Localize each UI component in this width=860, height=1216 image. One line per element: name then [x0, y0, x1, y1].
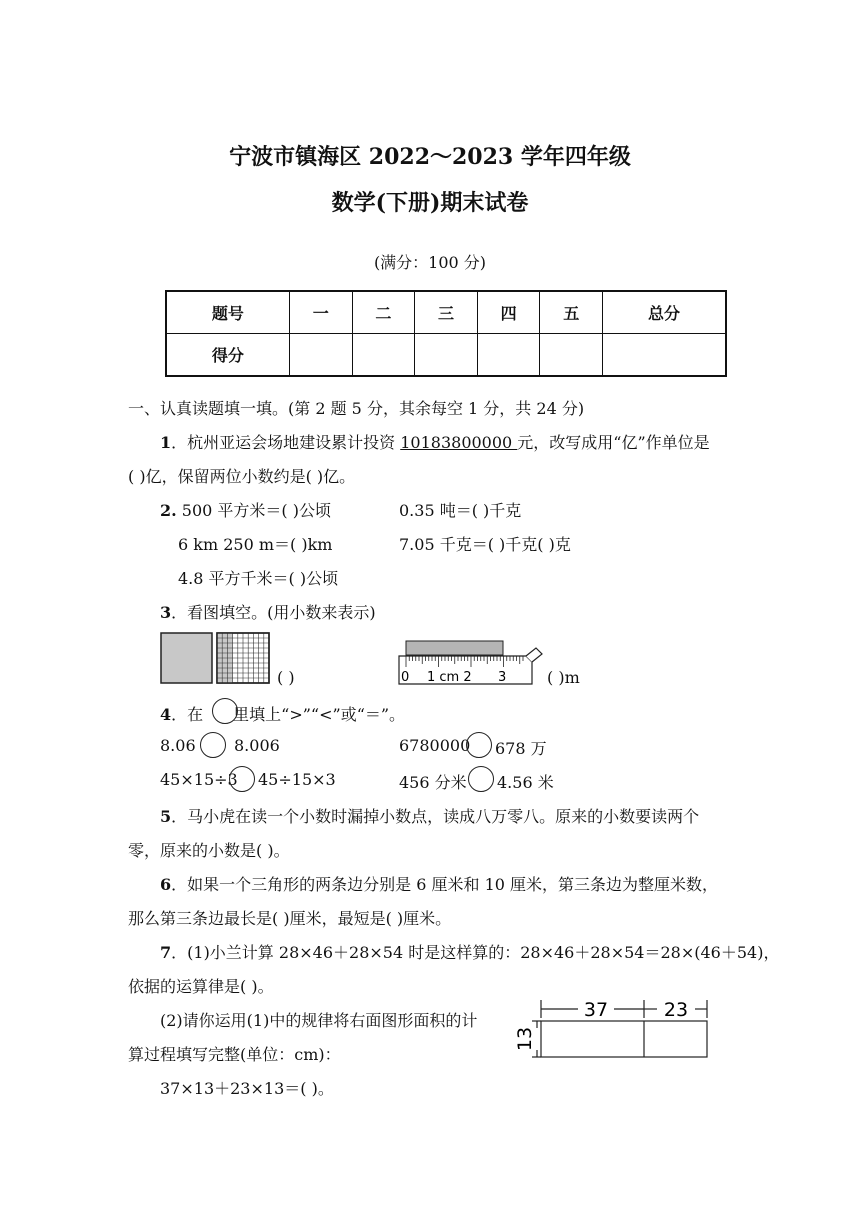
q3-full-square — [161, 633, 212, 683]
q4-example-circle — [212, 698, 238, 724]
q4-item4-right: 4.56 米 — [497, 773, 554, 792]
score-cell[interactable] — [289, 334, 352, 377]
q3-number: 3 — [160, 603, 172, 622]
q3-text: ．看图填空。(用小数来表示) — [171, 603, 376, 622]
q2-item-a: 500 平方米＝( )公顷 — [176, 501, 331, 520]
q4-item4-circle[interactable] — [468, 766, 494, 792]
q1-text-pre: ．杭州亚运会场地建设累计投资 — [171, 433, 401, 452]
q7-rectangle — [541, 1021, 707, 1057]
q4-item3-circle[interactable] — [229, 766, 255, 792]
q3-grid-square — [217, 633, 269, 683]
q7-line2: 依据的运算律是( )。 — [128, 977, 274, 996]
full-score: (满分：100 分) — [373, 253, 487, 272]
q4-text-post: 里填上“>”“<”或“＝”。 — [233, 705, 406, 724]
score-table-header-row — [166, 291, 726, 334]
score-table-score-row — [166, 334, 726, 377]
exam-title-line1: 宁波市镇海区 2022～2023 学年四年级 — [229, 144, 631, 170]
q4-item3-left: 45×15÷3 — [160, 770, 238, 789]
score-header-cell: 题号 — [166, 291, 289, 334]
score-cell[interactable] — [477, 334, 540, 377]
q3-ruler-label-1-2: 1 cm 2 — [427, 670, 472, 685]
score-row-label: 得分 — [166, 334, 289, 377]
q7-formula: 37×13＋23×13＝( )。 — [160, 1079, 334, 1098]
score-header-cell: 三 — [415, 291, 478, 334]
q7-part2-line2: 算过程填写完整(单位：cm)： — [128, 1045, 341, 1064]
score-header-cell: 五 — [540, 291, 603, 334]
q4-instruction — [160, 702, 405, 725]
q4-number: 4 — [160, 705, 172, 724]
q3-blank1[interactable]: ( ) — [277, 668, 295, 687]
q4-item4-left: 456 分米 — [399, 773, 467, 792]
q1-text-post: 元，改写成用“亿”作单位是 — [517, 433, 710, 452]
q2-item-c: 6 km 250 m＝( )km — [178, 535, 333, 554]
q1-number: 1 — [160, 433, 172, 452]
q1-line2: ( )亿，保留两位小数约是( )亿。 — [128, 467, 356, 486]
q4-item1-left: 8.06 — [160, 736, 196, 755]
q4-item2-left: 6780000 — [399, 736, 471, 755]
score-table — [165, 290, 727, 377]
q4-text-pre: ．在 — [171, 705, 204, 724]
q7-rectangle-figure — [510, 996, 715, 1062]
score-header-cell: 四 — [477, 291, 540, 334]
score-cell[interactable] — [352, 334, 415, 377]
q6-line1 — [160, 872, 718, 895]
q2-number: 2. — [160, 501, 177, 520]
q4-item2-right: 678 万 — [495, 739, 547, 758]
exam-title-line2: 数学(下册)期末试卷 — [331, 190, 529, 216]
q3-line — [160, 600, 376, 623]
q4-item1-right: 8.006 — [234, 736, 280, 755]
q5-text1: ．马小虎在读一个小数时漏掉小数点，读成八万零八。原来的小数要读两个 — [171, 807, 700, 826]
q7-label-23: 23 — [663, 999, 689, 1021]
q3-square-figure — [160, 632, 272, 684]
q3-ruler-bar — [406, 641, 503, 655]
q7-number: 7 — [160, 943, 172, 962]
q1-line1 — [160, 430, 710, 453]
q7-label-37: 37 — [583, 999, 609, 1021]
q6-line2: 那么第三条边最长是( )厘米，最短是( )厘米。 — [128, 909, 452, 928]
score-cell[interactable] — [415, 334, 478, 377]
score-header-cell: 二 — [352, 291, 415, 334]
q2-item-d: 7.05 千克＝( )千克( )克 — [399, 535, 571, 554]
q3-ruler-label-0: 0 — [401, 670, 410, 685]
q3-ruler-label-3: 3 — [498, 670, 507, 685]
q7-text1: ．(1)小兰计算 28×46＋28×54 时是这样算的：28×46＋28×54＝28×(46＋54)， — [171, 943, 780, 962]
score-cell[interactable] — [603, 334, 726, 377]
q4-item3-right: 45÷15×3 — [258, 770, 336, 789]
q4-item2-circle[interactable] — [466, 732, 492, 758]
q2-item-b: 0.35 吨＝( )千克 — [399, 501, 522, 520]
q3-blank2[interactable]: ( )m — [547, 668, 580, 687]
q6-text1: ．如果一个三角形的两条边分别是 6 厘米和 10 厘米，第三条边为整厘米数， — [171, 875, 719, 894]
q2-item-e: 4.8 平方千米＝( )公顷 — [178, 569, 339, 588]
q6-number: 6 — [160, 875, 172, 894]
score-header-cell: 总分 — [603, 291, 726, 334]
q5-line2: 零，原来的小数是( )。 — [128, 841, 290, 860]
q5-line1 — [160, 804, 699, 827]
q7-label-13: 13 — [514, 1026, 536, 1052]
q7-part2-line1: (2)请你运用(1)中的规律将右面图形面积的计 — [160, 1011, 478, 1030]
score-cell[interactable] — [540, 334, 603, 377]
score-header-cell: 一 — [289, 291, 352, 334]
q7-line1 — [160, 940, 779, 963]
q2-line-a — [160, 498, 331, 521]
section1-heading: 一、认真读题填一填。(第 2 题 5 分，其余每空 1 分，共 24 分) — [128, 399, 585, 418]
q5-number: 5 — [160, 807, 172, 826]
q3-ruler — [398, 638, 543, 686]
q4-item1-circle[interactable] — [200, 732, 226, 758]
q1-underlined-number: 10183800000 — [400, 433, 518, 452]
